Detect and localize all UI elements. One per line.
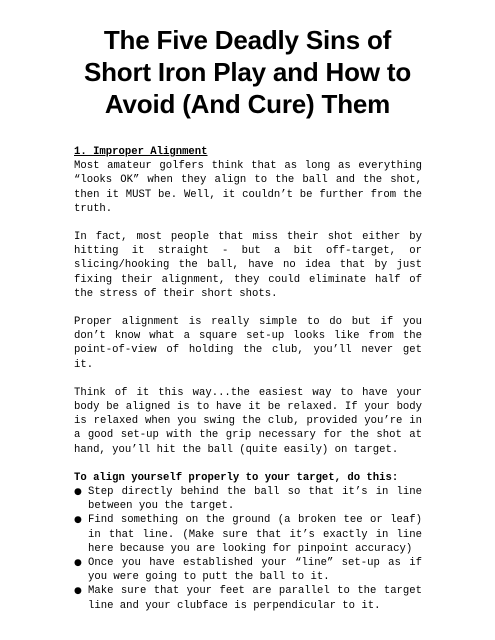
list-item-text: Find something on the ground (a broken tee or leaf) in that line. (Make sure that it’s exactly in line here because you are looking for pinpoint accuracy) <box>88 514 422 555</box>
paragraph-3: Proper alignment is really simple to do but if you don’t know what a square set-up looks like from the point-of-view of holding the club, you’ll never get it. <box>74 316 422 371</box>
title-line-1: The Five Deadly Sins of <box>103 25 392 55</box>
instructions-subheading: To align yourself properly to your target, do this: <box>74 471 399 484</box>
list-item <box>74 513 422 556</box>
bullet-icon: ● <box>74 558 82 569</box>
title-line-3: Avoid (And Cure) Them <box>104 89 391 119</box>
paragraph-4: Think of it this way...the easiest way to have your body be aligned is to have it be relaxed. If your body is relaxed when you swing the club, provided you’re in a good set-up with the grip necessary for the shot at hand, you’ll hit the ball (quite easily) on target. <box>74 386 422 456</box>
bullet-icon: ● <box>74 487 82 498</box>
paragraph-2: In fact, most people that miss their shot either by hitting it straight - but a bit off-target, or slicing/hooking the ball, have no idea that by just fixing their alignment, they could eliminate half of the stress of their short shots. <box>74 231 422 300</box>
bullet-icon: ● <box>74 586 82 597</box>
list-item-text: Make sure that your feet are parallel to the target line and your clubface is perpendicular to it. <box>88 585 422 612</box>
instructions-list <box>74 485 422 613</box>
list-item-text: Step directly behind the ball so that it’s in line between you the target. <box>88 486 422 513</box>
list-item <box>74 584 422 612</box>
document-title <box>40 24 455 120</box>
list-item <box>74 556 422 584</box>
document-body <box>74 145 422 613</box>
list-item <box>74 485 422 513</box>
list-item-text: Once you have established your “line” set-up as if you were going to putt the ball to it. <box>88 557 422 584</box>
title-line-2: Short Iron Play and How to <box>83 57 412 87</box>
section-heading: 1. Improper Alignment <box>74 146 208 158</box>
bullet-icon: ● <box>74 515 82 526</box>
paragraph-1: Most amateur golfers think that as long as everything “looks OK” when they align to the ball and the shot, then it MUST be. Well, it couldn’t be further from the truth. <box>74 160 422 215</box>
